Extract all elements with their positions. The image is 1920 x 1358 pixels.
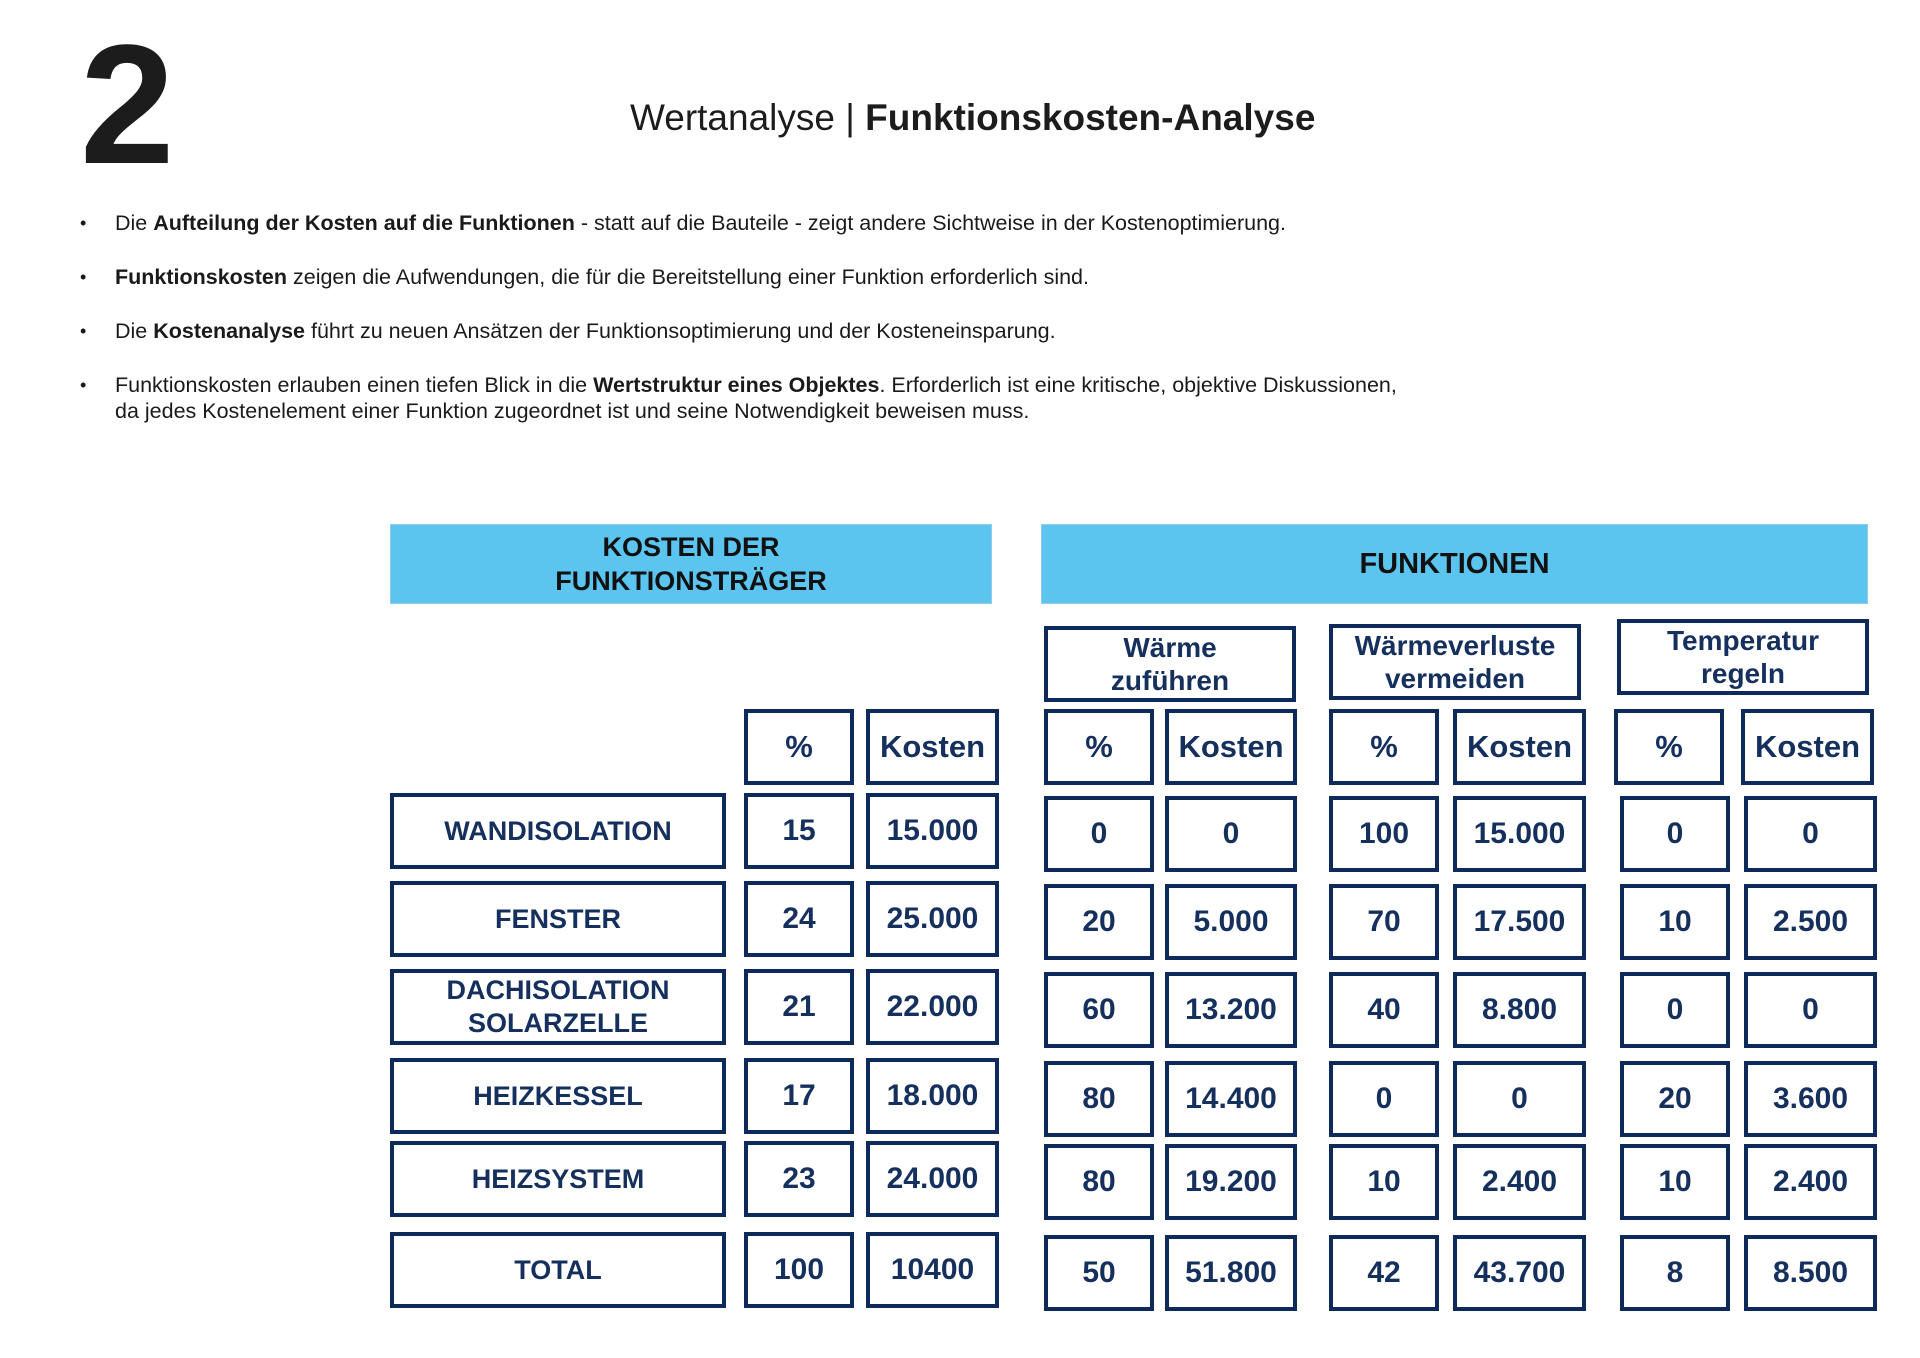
cell-cost: 10400 (866, 1232, 999, 1308)
cell-cost: 25.000 (866, 881, 999, 957)
cell-function-cost: 14.400 (1165, 1061, 1297, 1137)
title-main: Funktionskosten-Analyse (865, 97, 1316, 138)
cell-function-percent: 60 (1044, 972, 1154, 1048)
row-label: WANDISOLATION (390, 793, 726, 869)
bullet-text: Die (115, 319, 154, 343)
row-label: TOTAL (390, 1232, 726, 1308)
bullet-text: führt zu neuen Ansätzen der Funktionsoptimierung und der Kosteneinsparung. (305, 319, 1056, 343)
header-cost-carriers: KOSTEN DER FUNKTIONSTRÄGER (390, 524, 992, 604)
bullet-text: Die (115, 211, 154, 235)
cell-function-cost: 5.000 (1165, 884, 1297, 960)
cell-cost: 18.000 (866, 1058, 999, 1134)
bullet-item (80, 372, 1400, 424)
col-header-percent: % (1329, 709, 1439, 785)
row-label: DACHISOLATION SOLARZELLE (390, 969, 726, 1045)
cell-percent: 100 (744, 1232, 854, 1308)
page-title (630, 97, 1315, 139)
cell-function-cost: 2.500 (1744, 884, 1877, 960)
cell-function-percent: 8 (1620, 1235, 1730, 1311)
cell-percent: 24 (744, 881, 854, 957)
cell-function-percent: 50 (1044, 1235, 1154, 1311)
cell-function-cost: 13.200 (1165, 972, 1297, 1048)
cell-function-percent: 0 (1620, 972, 1730, 1048)
cell-function-percent: 10 (1329, 1144, 1439, 1220)
cell-function-cost: 8.500 (1744, 1235, 1877, 1311)
cell-percent: 21 (744, 969, 854, 1045)
title-prefix: Wertanalyse | (630, 97, 866, 138)
cell-function-percent: 42 (1329, 1235, 1439, 1311)
function-header-1: Wärme zuführen (1044, 626, 1296, 702)
cell-percent: 17 (744, 1058, 854, 1134)
cell-function-percent: 20 (1044, 884, 1154, 960)
cell-cost: 24.000 (866, 1141, 999, 1217)
cell-function-percent: 10 (1620, 884, 1730, 960)
cell-function-cost: 0 (1744, 796, 1877, 872)
cell-function-percent: 0 (1620, 796, 1730, 872)
cell-function-cost: 19.200 (1165, 1144, 1297, 1220)
col-header-percent: % (1044, 709, 1154, 785)
cell-function-percent: 20 (1620, 1061, 1730, 1137)
cell-cost: 22.000 (866, 969, 999, 1045)
cell-function-percent: 100 (1329, 796, 1439, 872)
cell-function-percent: 80 (1044, 1061, 1154, 1137)
function-header-3: Temperatur regeln (1617, 619, 1869, 695)
bullet-emphasis: Funktionskosten (115, 265, 288, 289)
col-header-cost: Kosten (1453, 709, 1586, 785)
row-label: FENSTER (390, 881, 726, 957)
cell-function-cost: 15.000 (1453, 796, 1586, 872)
col-header-percent: % (744, 709, 854, 785)
cell-function-cost: 51.800 (1165, 1235, 1297, 1311)
bullet-text: Funktionskosten erlauben einen tiefen Blick in die (115, 373, 594, 397)
bullet-emphasis: Wertstruktur eines Objektes (593, 373, 880, 397)
cell-function-cost: 3.600 (1744, 1061, 1877, 1137)
cell-function-percent: 0 (1044, 796, 1154, 872)
bullet-emphasis: Aufteilung der Kosten auf die Funktionen (153, 211, 575, 235)
bullet-text: - statt auf die Bauteile - zeigt andere Sichtweise in der Kostenoptimierung. (574, 211, 1286, 235)
cell-function-percent: 80 (1044, 1144, 1154, 1220)
function-header-2: Wärmeverluste vermeiden (1329, 624, 1581, 700)
cell-function-percent: 40 (1329, 972, 1439, 1048)
cell-function-percent: 70 (1329, 884, 1439, 960)
cell-function-cost: 0 (1453, 1061, 1586, 1137)
bullet-item (80, 210, 1400, 236)
cell-function-cost: 0 (1165, 796, 1297, 872)
bullet-text: zeigen die Aufwendungen, die für die Bereitstellung einer Funktion erforderlich sind. (287, 265, 1089, 289)
cell-percent: 23 (744, 1141, 854, 1217)
col-header-cost: Kosten (1741, 709, 1874, 785)
col-header-cost: Kosten (866, 709, 999, 785)
cell-function-cost: 43.700 (1453, 1235, 1586, 1311)
cell-function-cost: 2.400 (1744, 1144, 1877, 1220)
header-functions: FUNKTIONEN (1041, 524, 1868, 604)
bullet-item (80, 318, 1400, 344)
cell-function-percent: 10 (1620, 1144, 1730, 1220)
row-label: HEIZSYSTEM (390, 1141, 726, 1217)
chapter-number: 2 (80, 10, 175, 200)
bullet-list (80, 210, 1400, 452)
cell-function-cost: 0 (1744, 972, 1877, 1048)
cell-function-cost: 17.500 (1453, 884, 1586, 960)
cell-function-percent: 0 (1329, 1061, 1439, 1137)
col-header-percent: % (1614, 709, 1724, 785)
bullet-item (80, 264, 1400, 290)
col-header-cost: Kosten (1165, 709, 1297, 785)
bullet-text: . Erforderlich ist eine kritische, objektive Diskussionen, da jedes Kostenelement einer Funktion zugeordnet ist und seine Notwendigkeit beweisen muss. (115, 373, 1397, 423)
bullet-emphasis: Kostenanalyse (153, 319, 305, 343)
cell-percent: 15 (744, 793, 854, 869)
cell-function-cost: 2.400 (1453, 1144, 1586, 1220)
cell-cost: 15.000 (866, 793, 999, 869)
row-label: HEIZKESSEL (390, 1058, 726, 1134)
cell-function-cost: 8.800 (1453, 972, 1586, 1048)
